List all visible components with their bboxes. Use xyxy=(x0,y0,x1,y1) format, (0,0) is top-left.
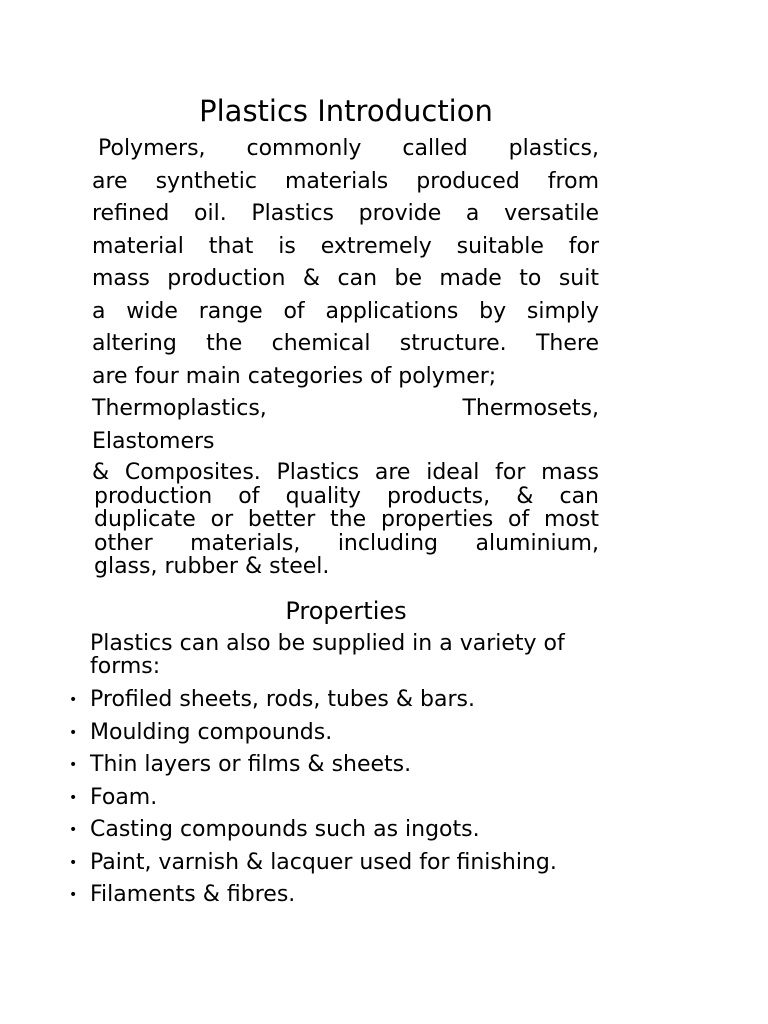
list-item-text: Profiled sheets, rods, tubes & bars. xyxy=(90,687,475,712)
intro-line: altering the chemical structure. There xyxy=(92,331,599,356)
properties-intro-line: Plastics can also be supplied in a variety of xyxy=(90,631,565,656)
composites-paragraph xyxy=(92,461,599,579)
composites-line: production of quality products, & can xyxy=(94,483,599,509)
properties-intro xyxy=(90,632,620,678)
bullet-icon: • xyxy=(69,854,78,871)
list-item xyxy=(62,717,662,750)
list-item xyxy=(62,684,662,717)
list-item xyxy=(62,879,662,912)
intro-line: material that is extremely suitable for xyxy=(92,233,599,259)
intro-line: mass production & can be made to suit xyxy=(92,266,599,291)
composites-line: duplicate or better the properties of most xyxy=(94,507,599,532)
intro-line: Elastomers xyxy=(92,428,215,454)
list-item-text: Casting compounds such as ingots. xyxy=(90,817,480,842)
bullet-icon: • xyxy=(69,757,78,773)
composites-line: glass, rubber & steel. xyxy=(94,554,330,579)
list-item-text: Foam. xyxy=(90,784,158,810)
list-item xyxy=(62,749,662,782)
intro-line: refined oil. Plastics provide a versatile xyxy=(92,201,599,226)
list-item xyxy=(62,847,662,880)
list-item xyxy=(62,814,662,847)
intro-line: a wide range of applications by simply xyxy=(92,298,599,324)
bullet-icon: • xyxy=(69,887,78,903)
intro-line: Polymers, commonly called plastics, xyxy=(98,136,599,161)
composites-line: & Composites. Plastics are ideal for mass xyxy=(92,460,599,485)
intro-line: are four main categories of polymer; xyxy=(92,363,497,389)
composites-line: other materials, including aluminium, xyxy=(94,530,599,556)
bullet-icon: • xyxy=(69,789,78,806)
intro-paragraph xyxy=(92,133,599,458)
properties-heading: Properties xyxy=(285,597,407,625)
properties-intro-line: forms: xyxy=(90,654,161,679)
list-item xyxy=(62,782,662,815)
forms-list xyxy=(62,684,662,912)
page-title: Plastics Introduction xyxy=(199,94,493,128)
intro-line: Thermoplastics, Thermosets, xyxy=(92,396,599,421)
list-item-text: Paint, varnish & lacquer used for finishing. xyxy=(90,849,557,875)
bullet-icon: • xyxy=(69,822,78,838)
bullet-icon: • xyxy=(69,724,78,741)
intro-line: are synthetic materials produced from xyxy=(92,168,599,194)
list-item-text: Thin layers or films & sheets. xyxy=(90,752,412,777)
list-item-text: Moulding compounds. xyxy=(90,719,333,745)
list-item-text: Filaments & fibres. xyxy=(90,882,296,907)
bullet-icon: • xyxy=(69,692,78,708)
